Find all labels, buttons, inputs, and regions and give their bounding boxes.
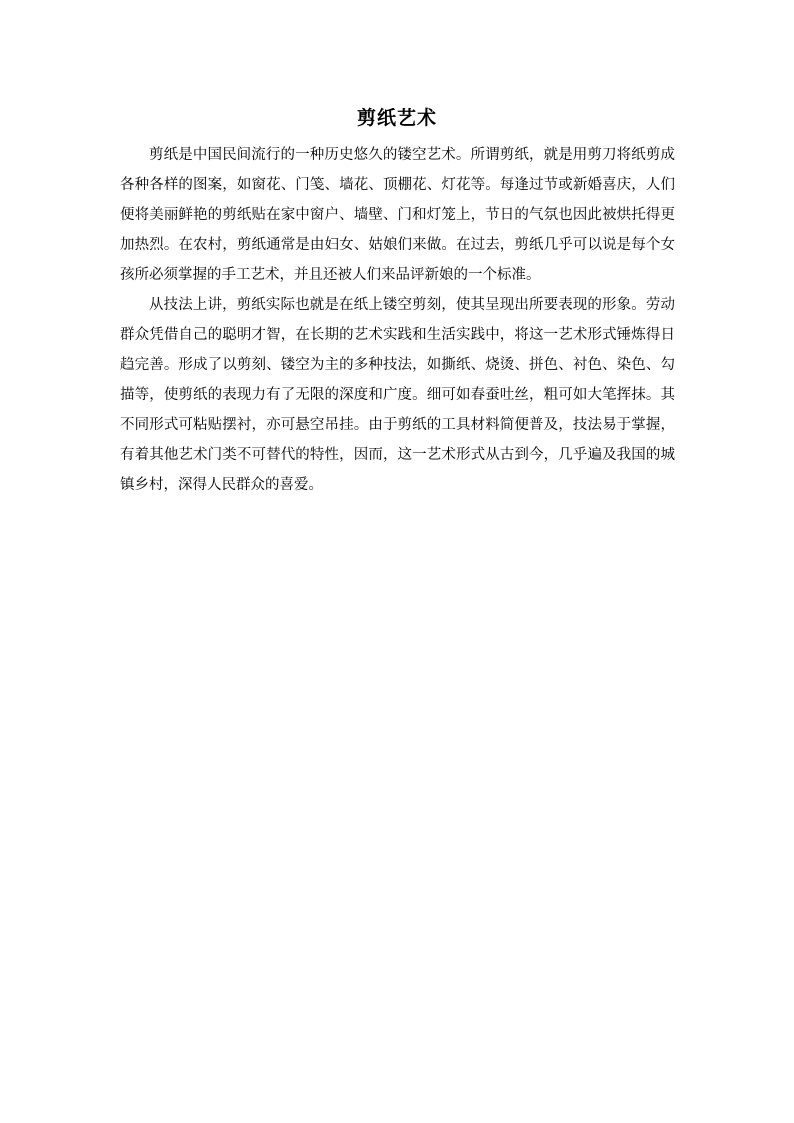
document-title: 剪纸艺术: [356, 107, 437, 129]
document-body: [120, 140, 675, 500]
paragraph-2: 从技法上讲，剪纸实际也就是在纸上镂空剪刻，使其呈现出所要表现的形象。劳动群众凭借自己的聪明才智，在长期的艺术实践和生活实践中，将这一艺术形式锤炼得日趋完善。形成了以剪刻、镂空为主的多种技法，如撕纸、烧烫、拼色、衬色、染色、勾描等，使剪纸的表现力有了无限的深度和广度。细可如春蚕吐丝，粗可如大笔挥抹。其不同形式可粘贴摆衬，亦可悬空吊挂。由于剪纸的工具材料简便普及，技法易于掌握，有着其他艺术门类不可替代的特性，因而，这一艺术形式从古到今，几乎遍及我国的城镇乡村，深得人民群众的喜爱。: [120, 297, 675, 493]
paragraph-1: 剪纸是中国民间流行的一种历史悠久的镂空艺术。所谓剪纸，就是用剪刀将纸剪成各种各样的图案，如窗花、门笺、墙花、顶棚花、灯花等。每逢过节或新婚喜庆，人们便将美丽鲜艳的剪纸贴在家中窗户、墙壁、门和灯笼上，节日的气氛也因此被烘托得更加热烈。在农村，剪纸通常是由妇女、姑娘们来做。在过去，剪纸几乎可以说是每个女孩所必须掌握的手工艺术，并且还被人们来品评新娘的一个标准。: [120, 147, 675, 283]
